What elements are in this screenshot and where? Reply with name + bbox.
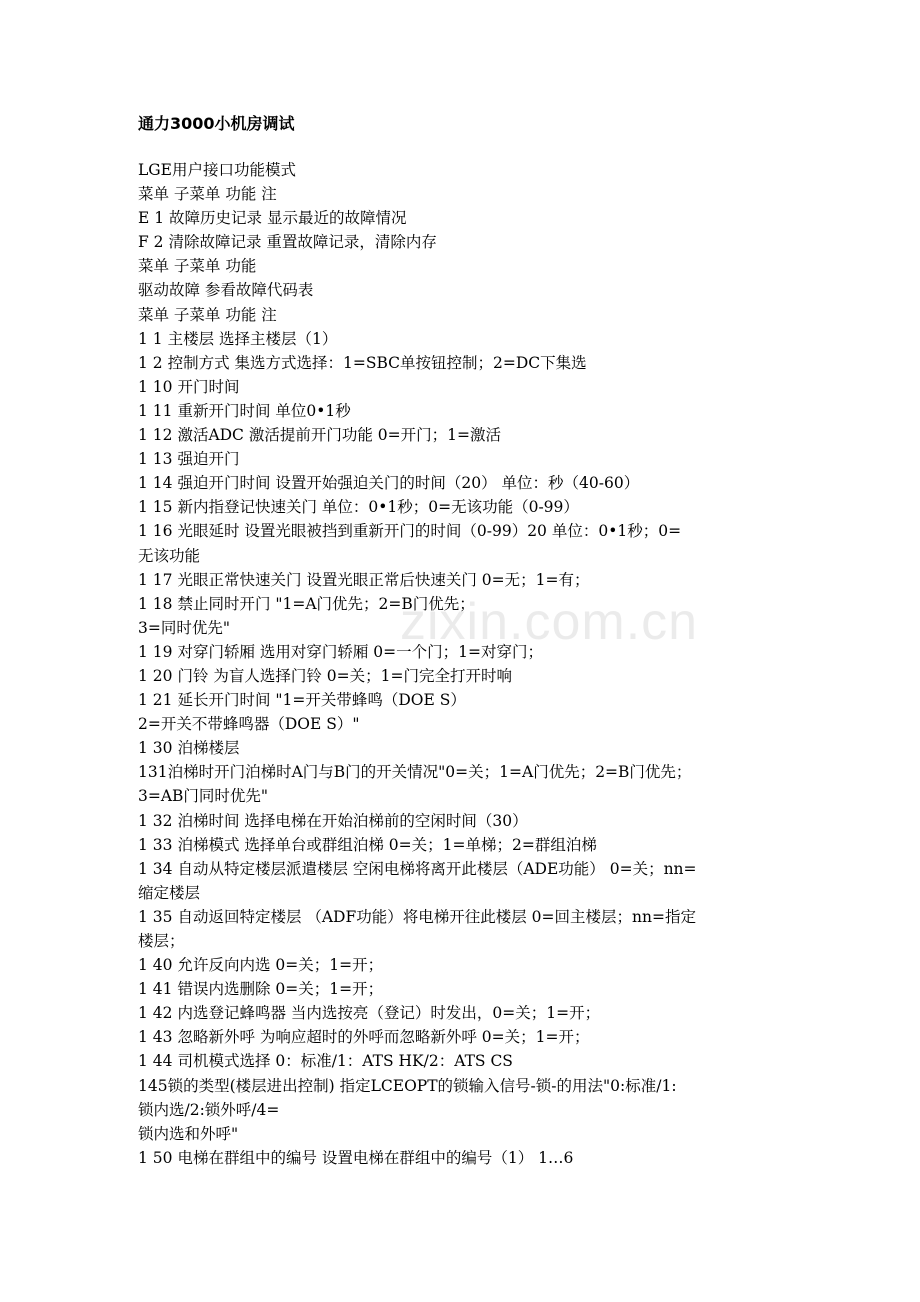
text-line: 1 33 泊梯模式 选择单台或群组泊梯 0=关；1=单梯；2=群组泊梯 bbox=[138, 835, 597, 854]
text-line: 145锁的类型(楼层进出控制) 指定LCEOPT的锁输入信号-锁-的用法"0:标准/1: bbox=[138, 1076, 677, 1095]
text-line: 1 14 强迫开门时间 设置开始强迫关门的时间（20） 单位：秒（40-60） bbox=[138, 474, 640, 493]
text-line: 1 19 对穿门轿厢 选用对穿门轿厢 0=一个门；1=对穿门； bbox=[138, 642, 543, 661]
text-line: 1 12 激活ADC 激活提前开门功能 0=开门；1=激活 bbox=[138, 426, 501, 445]
text-line: 1 42 内选登记蜂鸣器 当内选按亮（登记）时发出，0=关；1=开； bbox=[138, 1004, 601, 1023]
text-line: 2=开关不带蜂鸣器（DOE S）" bbox=[138, 715, 360, 734]
text-line: LGE用户接口功能模式 bbox=[138, 161, 296, 179]
text-line: 缩定楼层 bbox=[138, 883, 201, 902]
text-line: 1 30 泊梯楼层 bbox=[138, 739, 240, 758]
text-line: 1 35 自动返回特定楼层 （ADF功能）将电梯开往此楼层 0=回主楼层；nn=指定 bbox=[138, 907, 696, 926]
document-title: 通力3000小机房调试 bbox=[138, 114, 295, 133]
text-line: 1 17 光眼正常快速关门 设置光眼正常后快速关门 0=无；1=有； bbox=[138, 570, 590, 589]
text-line: 1 18 禁止同时开门 "1=A门优先；2=B门优先； bbox=[138, 594, 475, 613]
text-line: 1 21 延长开门时间 "1=开关带蜂鸣（DOE S） bbox=[138, 691, 466, 710]
text-line: 131泊梯时开门泊梯时A门与B门的开关情况"0=关；1=A门优先；2=B门优先； bbox=[138, 763, 692, 782]
text-line: 1 16 光眼延时 设置光眼被挡到重新开门的时间（0-99）20 单位：0•1秒；0= bbox=[138, 522, 682, 541]
document-body bbox=[138, 158, 786, 1170]
text-line: 楼层； bbox=[138, 932, 185, 950]
text-line: E 1 故障历史记录 显示最近的故障情况 bbox=[138, 209, 407, 228]
text-line: 1 2 控制方式 集选方式选择：1=SBC单按钮控制；2=DC下集选 bbox=[138, 353, 587, 372]
text-line: 驱动故障 参看故障代码表 bbox=[138, 281, 314, 300]
watermark: zixin.com.cn bbox=[400, 593, 699, 651]
text-line: 1 34 自动从特定楼层派遣楼层 空闲电梯将离开此楼层（ADE功能） 0=关；nn= bbox=[138, 859, 697, 878]
text-line: 1 20 门铃 为盲人选择门铃 0=关；1=门完全打开时响 bbox=[138, 666, 512, 685]
text-line: 1 10 开门时间 bbox=[138, 377, 240, 396]
text-line: 1 1 主楼层 选择主楼层（1） bbox=[138, 329, 338, 348]
text-line: 菜单 子菜单 功能 注 bbox=[138, 185, 277, 204]
text-line: F 2 清除故障记录 重置故障记录，清除内存 bbox=[138, 233, 437, 252]
text-line: 1 44 司机模式选择 0：标准/1：ATS HK/2：ATS CS bbox=[138, 1052, 513, 1071]
text-line: 3=同时优先" bbox=[138, 618, 230, 637]
text-line: 3=AB门同时优先" bbox=[138, 787, 269, 806]
text-line: 无该功能 bbox=[138, 546, 201, 565]
text-line: 菜单 子菜单 功能 注 bbox=[138, 305, 277, 324]
text-line: 锁内选和外呼" bbox=[138, 1124, 239, 1143]
text-line: 1 43 忽略新外呼 为响应超时的外呼而忽略新外呼 0=关；1=开； bbox=[138, 1028, 590, 1047]
text-line: 菜单 子菜单 功能 bbox=[138, 257, 257, 276]
text-line: 1 15 新内指登记快速关门 单位：0•1秒；0=无该功能（0-99） bbox=[138, 498, 579, 517]
text-line: 1 50 电梯在群组中的编号 设置电梯在群组中的编号（1） 1…6 bbox=[138, 1148, 574, 1167]
text-line: 1 40 允许反向内选 0=关；1=开； bbox=[138, 956, 384, 975]
text-line: 锁内选/2:锁外呼/4= bbox=[138, 1100, 280, 1119]
text-line: 1 13 强迫开门 bbox=[138, 450, 240, 469]
text-line: 1 11 重新开门时间 单位0•1秒 bbox=[138, 401, 351, 420]
text-line: 1 32 泊梯时间 选择电梯在开始泊梯前的空闲时间（30） bbox=[138, 811, 528, 830]
text-line: 1 41 错误内选删除 0=关；1=开； bbox=[138, 980, 384, 999]
